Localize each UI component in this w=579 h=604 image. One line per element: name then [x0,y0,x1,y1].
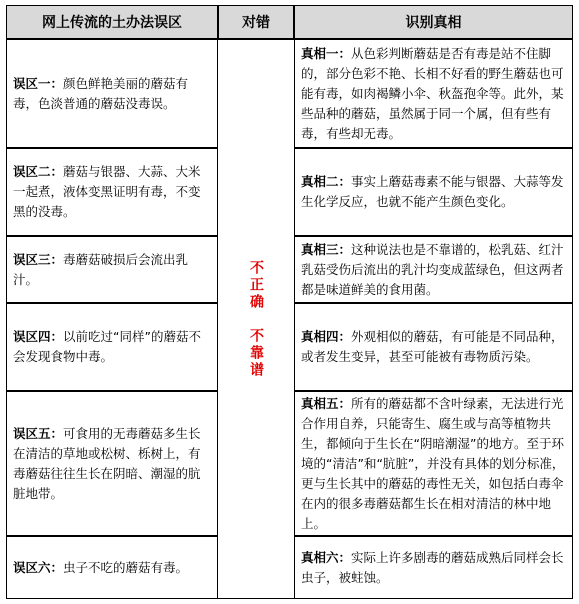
myth-text: 虫子不吃的蘑菇有毒。 [63,559,189,575]
myth-label: 误区五： [13,425,64,441]
truth-text: 实际上许多剧毒的蘑菇成熟后同样会长虫子，被蛀蚀。 [301,549,564,585]
truth-label: 真相三： [301,241,352,257]
truth-label: 真相二： [301,174,352,189]
truth-label: 真相一： [301,45,352,61]
myth-text: 蘑菇与银器、大蒜、大米一起煮，液体变黑证明有毒，不变黑的没毒。 [13,164,201,219]
header-verdict: 对错 [218,5,294,39]
myth-cell-5 [6,391,218,536]
truth-cell-6 [294,536,573,599]
myth-cell-6 [6,536,218,599]
truth-text: 外观相似的蘑菇，有可能是不同品种，或者发生变异，甚至可能被有毒物质污染。 [301,329,564,364]
myth-label: 误区一： [13,75,64,91]
truth-label: 真相五： [301,395,352,411]
truth-text: 所有的蘑菇都不含叶绿素，无法进行光合作用自养，只能寄生、腐生或与高等植物共生，都倾向于生长在“阴暗潮湿”的地方。至于环境的“清洁”和“肮脏”，并没有具体的划分标准，更与生长其中的蘑菇的毒性无关，如包括白毒伞在内的很多毒蘑菇都生长在相对清洁的林中地上。 [301,395,565,531]
header-truth: 识别真相 [294,5,573,39]
truth-text: 这种说法也是不靠谱的，松乳菇、红汁乳菇受伤后流出的乳汁均变成蓝绿色，但这两者都是味道鲜美的食用菌。 [301,241,564,297]
truth-label: 真相六： [301,549,352,565]
myth-cell-1 [6,39,218,148]
myth-cell-4 [6,303,218,391]
header-myths: 网上传流的土办法误区 [6,5,218,39]
verdict-cell [218,39,294,599]
truth-cell-4 [294,303,573,391]
truth-text: 从色彩判断蘑菇是否有毒是站不住脚的，部分色彩不艳、长相不好看的野生蘑菇也可能有毒，如肉褐鳞小伞、秋盔孢伞等。此外，某些品种的蘑菇，虽然属于同一个属，但有些有毒，有些却无毒。 [301,45,564,141]
myth-text: 以前吃过“同样”的蘑菇不会发现食物中毒。 [13,329,201,364]
truth-cell-1 [294,39,573,148]
myth-label: 误区六： [13,559,64,575]
myth-cell-2 [6,148,218,236]
mushroom-myths-table [6,5,573,599]
truth-label: 真相四： [301,329,352,344]
myth-text: 颜色鲜艳美丽的蘑菇有毒，色淡普通的蘑菇没毒误。 [13,75,189,111]
myth-label: 误区四： [13,329,64,344]
truth-cell-3 [294,236,573,303]
truth-cell-2 [294,148,573,236]
myth-text: 毒蘑菇破损后会流出乳汁。 [13,251,189,287]
myth-label: 误区二： [13,164,64,179]
myth-cell-3 [6,236,218,303]
verdict-text: 不正确 不靠谱 [248,259,264,379]
myth-label: 误区三： [13,251,64,267]
truth-text: 事实上蘑菇毒素不能与银器、大蒜等发生化学反应，也就不能产生颜色变化。 [301,174,564,209]
truth-cell-5 [294,391,573,536]
myth-text: 可食用的无毒蘑菇多生长在清洁的草地或松树、栎树上，有毒蘑菇往往生长在阴暗、潮湿的肮脏地带。 [13,425,201,501]
